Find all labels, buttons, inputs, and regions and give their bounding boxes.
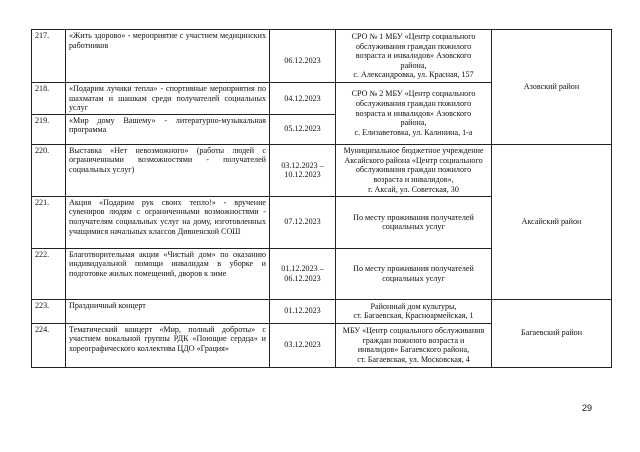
event-date: 07.12.2023	[270, 196, 336, 248]
row-number: 222.	[32, 248, 66, 299]
event-description: Акция «Подарим рук своих тепло!» - вручение сувениров людям с ограниченными возможностями - получателям социальных услуг на дому, изготовленных учащимися начальных классов Дивненской СОШ	[66, 196, 270, 248]
event-date: 05.12.2023	[270, 114, 336, 144]
region-cell: Багаевский район	[492, 299, 612, 367]
event-place: По месту проживания получателей социальных услуг	[336, 248, 492, 299]
event-date: 01.12.2023	[270, 299, 336, 323]
event-place: МБУ «Центр социального обслуживания граждан пожилого возраста и инвалидов» Багаевского района, ст. Багаевская, ул. Московская, 4	[336, 323, 492, 367]
event-description: «Жить здорово» - мероприятие с участием медицинских работников	[66, 30, 270, 83]
event-description: «Подарим лучики тепла» - спортивные мероприятия по шахматам и шашкам среди получателей социальных услуг	[66, 83, 270, 115]
events-table	[31, 29, 612, 368]
region-cell: Азовский район	[492, 30, 612, 145]
event-date: 03.12.2023 – 10.12.2023	[270, 144, 336, 196]
event-description: Благотворительная акция «Чистый дом» по оказанию индивидуальной помощи инвалидам в уборке и подготовке жилых помещений, дворов к зиме	[66, 248, 270, 299]
event-description: «Мир дому Вашему» - литературно-музыкальная программа	[66, 114, 270, 144]
row-number: 220.	[32, 144, 66, 196]
event-date: 04.12.2023	[270, 83, 336, 115]
event-description: Праздничный концерт	[66, 299, 270, 323]
event-date: 01.12.2023 – 06.12.2023	[270, 248, 336, 299]
table-row	[32, 30, 612, 83]
event-description: Выставка «Нет невозможного» (работы людей с ограниченными возможностями - получателей социальных услуг)	[66, 144, 270, 196]
row-number: 223.	[32, 299, 66, 323]
event-description: Тематический концерт «Мир, полный доброты» с участием вокальной группы РДК «Поющие сердца» и хореографического коллектива ЦДО «Грация»	[66, 323, 270, 367]
table-row	[32, 299, 612, 323]
event-date: 06.12.2023	[270, 30, 336, 83]
page-number: 29	[582, 403, 593, 413]
event-place: СРО № 1 МБУ «Центр социального обслуживания граждан пожилого возраста и инвалидов» Азовского района, с. Александровка, ул. Красная, 157	[336, 30, 492, 83]
region-cell: Аксайский район	[492, 144, 612, 299]
row-number: 218.	[32, 83, 66, 115]
row-number: 224.	[32, 323, 66, 367]
table-row	[32, 144, 612, 196]
event-place: СРО № 2 МБУ «Центр социального обслуживания граждан пожилого возраста и инвалидов» Азовского района, с. Елизаветовка, ул. Калинина, 1-а	[336, 83, 492, 145]
row-number: 219.	[32, 114, 66, 144]
event-place: Районный дом культуры, ст. Багаевская, Красноармейская, 1	[336, 299, 492, 323]
row-number: 221.	[32, 196, 66, 248]
document-sheet	[31, 29, 611, 368]
event-date: 03.12.2023	[270, 323, 336, 367]
event-place: Муниципальное бюджетное учреждение Аксайского района «Центр социального обслуживания граждан пожилого возраста и инвалидов», г. Аксай, ул. Советская, 30	[336, 144, 492, 196]
row-number: 217.	[32, 30, 66, 83]
event-place: По месту проживания получателей социальных услуг	[336, 196, 492, 248]
